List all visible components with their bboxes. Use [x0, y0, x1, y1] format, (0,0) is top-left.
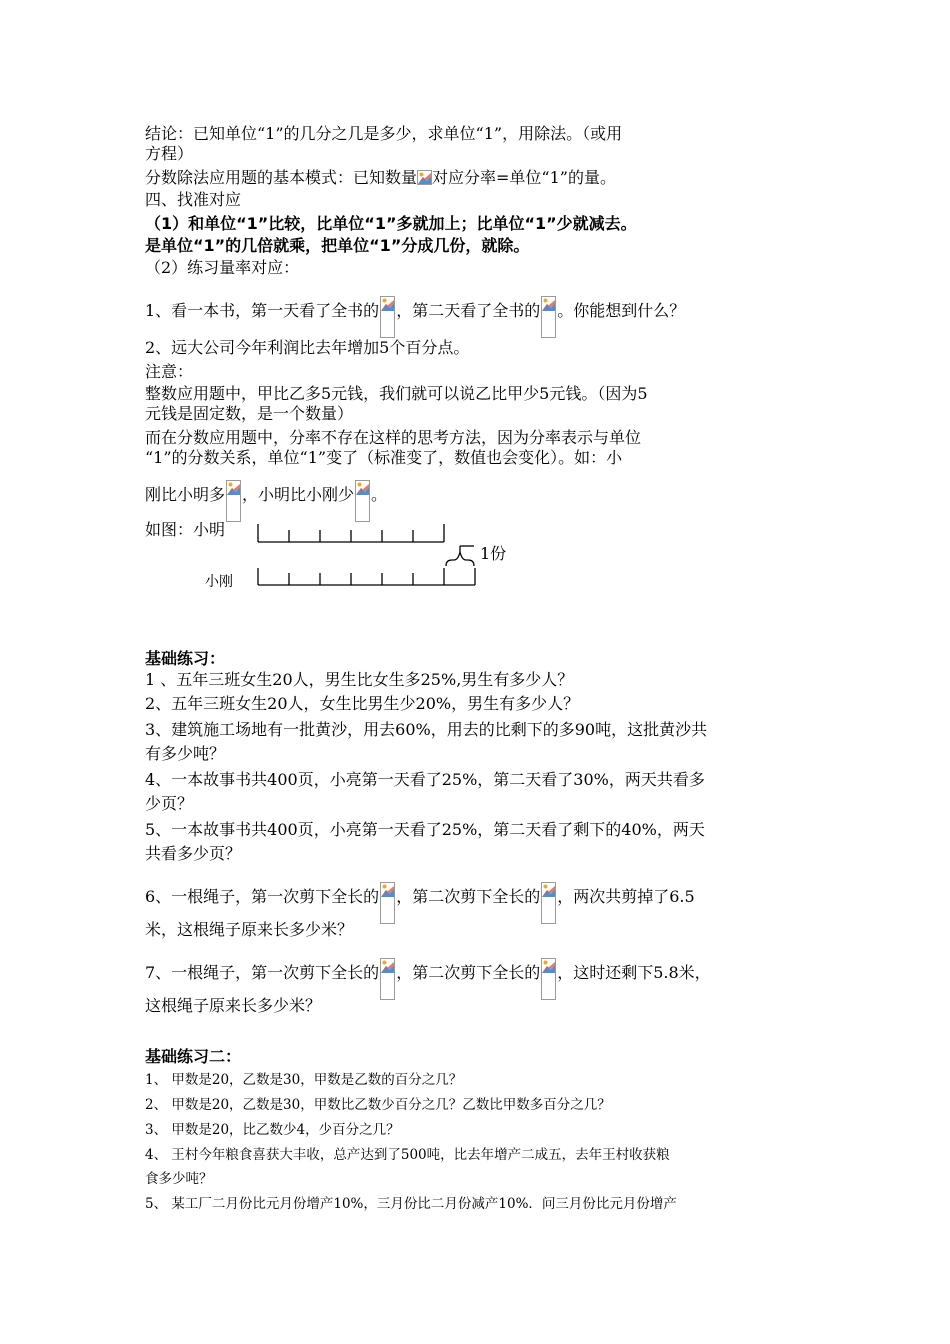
brace-label: 1份	[480, 544, 507, 563]
note5-text-b: ，小明比小刚少	[242, 485, 355, 504]
basic-practice-2-title: 基础练习二：	[145, 1047, 242, 1066]
basic1-item-6-cont: 米，这根绳子原来长多少米？	[145, 920, 354, 939]
question-2: 2、远大公司今年利润比去年增加5个百分点。	[145, 338, 470, 357]
basic2-item: 食多少吨？	[145, 1171, 213, 1187]
fraction-image-icon	[541, 882, 556, 924]
basic1-item: 4、一本故事书共400页，小亮第一天看了25%，第二天看了30%，两天共看多	[145, 770, 705, 789]
model-line	[145, 168, 616, 188]
conclusion-line-1: 结论：已知单位“1”的几分之几是多少，求单位“1”，用除法。（或用	[145, 124, 623, 143]
basic1-item-7-cont: 这根绳子原来长多少米？	[145, 996, 322, 1015]
q7-text-b: ，第二次剪下全长的	[396, 963, 541, 982]
brace	[446, 552, 474, 566]
fraction-image-icon	[226, 480, 241, 522]
conclusion-line-2: 方程）	[145, 144, 194, 163]
fraction-image-icon	[380, 958, 395, 1000]
q1-text-a: 1、看一本书，第一天看了全书的	[145, 301, 380, 320]
note-title: 注意：	[145, 362, 194, 381]
note5-text-c: 。	[371, 485, 388, 504]
basic1-item-6	[145, 882, 695, 924]
basic1-item: 1 、五年三班女生20人，男生比女生多25%,男生有多少人？	[145, 670, 574, 689]
diagram-label-xiaoming: 如图：小明	[145, 520, 226, 539]
fraction-image-icon	[380, 296, 395, 338]
basic1-item: 有多少吨？	[145, 744, 226, 763]
q6-text-c: ，两次共剪掉了6.5	[557, 887, 695, 906]
note5-text-a: 刚比小明多	[145, 485, 226, 504]
fraction-image-icon	[355, 480, 370, 522]
section-4-heading: 四、找准对应	[145, 190, 242, 209]
q7-text-c: ，这时还剩下5.8米，	[557, 963, 711, 982]
basic2-item: 5、 某工厂二月份比元月份增产10%，三月份比二月份减产10%．问三月份比元月份增产	[145, 1196, 677, 1212]
basic1-item-7	[145, 958, 711, 1000]
basic2-item: 3、 甲数是20，比乙数少4，少百分之几？	[145, 1122, 400, 1138]
fraction-image-icon	[417, 170, 432, 185]
question-1	[145, 296, 685, 338]
basic1-item: 少页？	[145, 794, 194, 813]
q1-text-c: 。你能想到什么？	[557, 301, 686, 320]
basic1-item: 2、五年三班女生20人，女生比男生少20%，男生有多少人？	[145, 694, 580, 713]
note-line-3: 而在分数应用题中，分率不存在这样的思考方法，因为分率表示与单位	[145, 428, 642, 447]
rule-line-2: 是单位“1”的几倍就乘，把单位“1”分成几份，就除。	[145, 236, 530, 255]
fraction-image-icon	[380, 882, 395, 924]
basic-practice-title: 基础练习：	[145, 649, 226, 668]
q1-text-b: ，第二天看了全书的	[396, 301, 541, 320]
note-line-5	[145, 480, 387, 522]
basic1-item: 共看多少页？	[145, 844, 242, 863]
rule-line-1: （1）和单位“1”比较，比单位“1”多就加上；比单位“1”少就减去。	[145, 214, 637, 233]
note-line-4: “1”的分数关系，单位“1”变了（标准变了，数值也会变化）。如：小	[145, 448, 623, 467]
fraction-image-icon	[541, 296, 556, 338]
basic2-item: 2、 甲数是20，乙数是30，甲数比乙数少百分之几？乙数比甲数多百分之几？	[145, 1097, 611, 1113]
note-line-1: 整数应用题中，甲比乙多5元钱，我们就可以说乙比甲少5元钱。（因为5	[145, 384, 648, 403]
fraction-image-icon	[541, 958, 556, 1000]
rule-line-3: （2）练习量率对应：	[145, 258, 300, 277]
diagram-label-xiaogang: 小刚	[205, 574, 233, 590]
model-text-a: 分数除法应用题的基本模式：已知数量	[145, 168, 418, 187]
basic2-item: 4、 王村今年粮食喜获大丰收，总产达到了500吨，比去年增产二成五，去年王村收获粮	[145, 1147, 670, 1163]
note-line-2: 元钱是固定数，是一个数量）	[145, 404, 354, 423]
model-text-b: 对应分率=单位“1”的量。	[432, 168, 616, 187]
q7-text-a: 7、一根绳子，第一次剪下全长的	[145, 963, 380, 982]
basic1-item: 3、建筑施工场地有一批黄沙，用去60%，用去的比剩下的多90吨，这批黄沙共	[145, 720, 708, 739]
basic2-item: 1、 甲数是20，乙数是30，甲数是乙数的百分之几？	[145, 1072, 463, 1088]
q6-text-b: ，第二次剪下全长的	[396, 887, 541, 906]
basic1-item: 5、一本故事书共400页，小亮第一天看了25%，第二天看了剩下的40%，两天	[145, 820, 705, 839]
q6-text-a: 6、一根绳子，第一次剪下全长的	[145, 887, 380, 906]
